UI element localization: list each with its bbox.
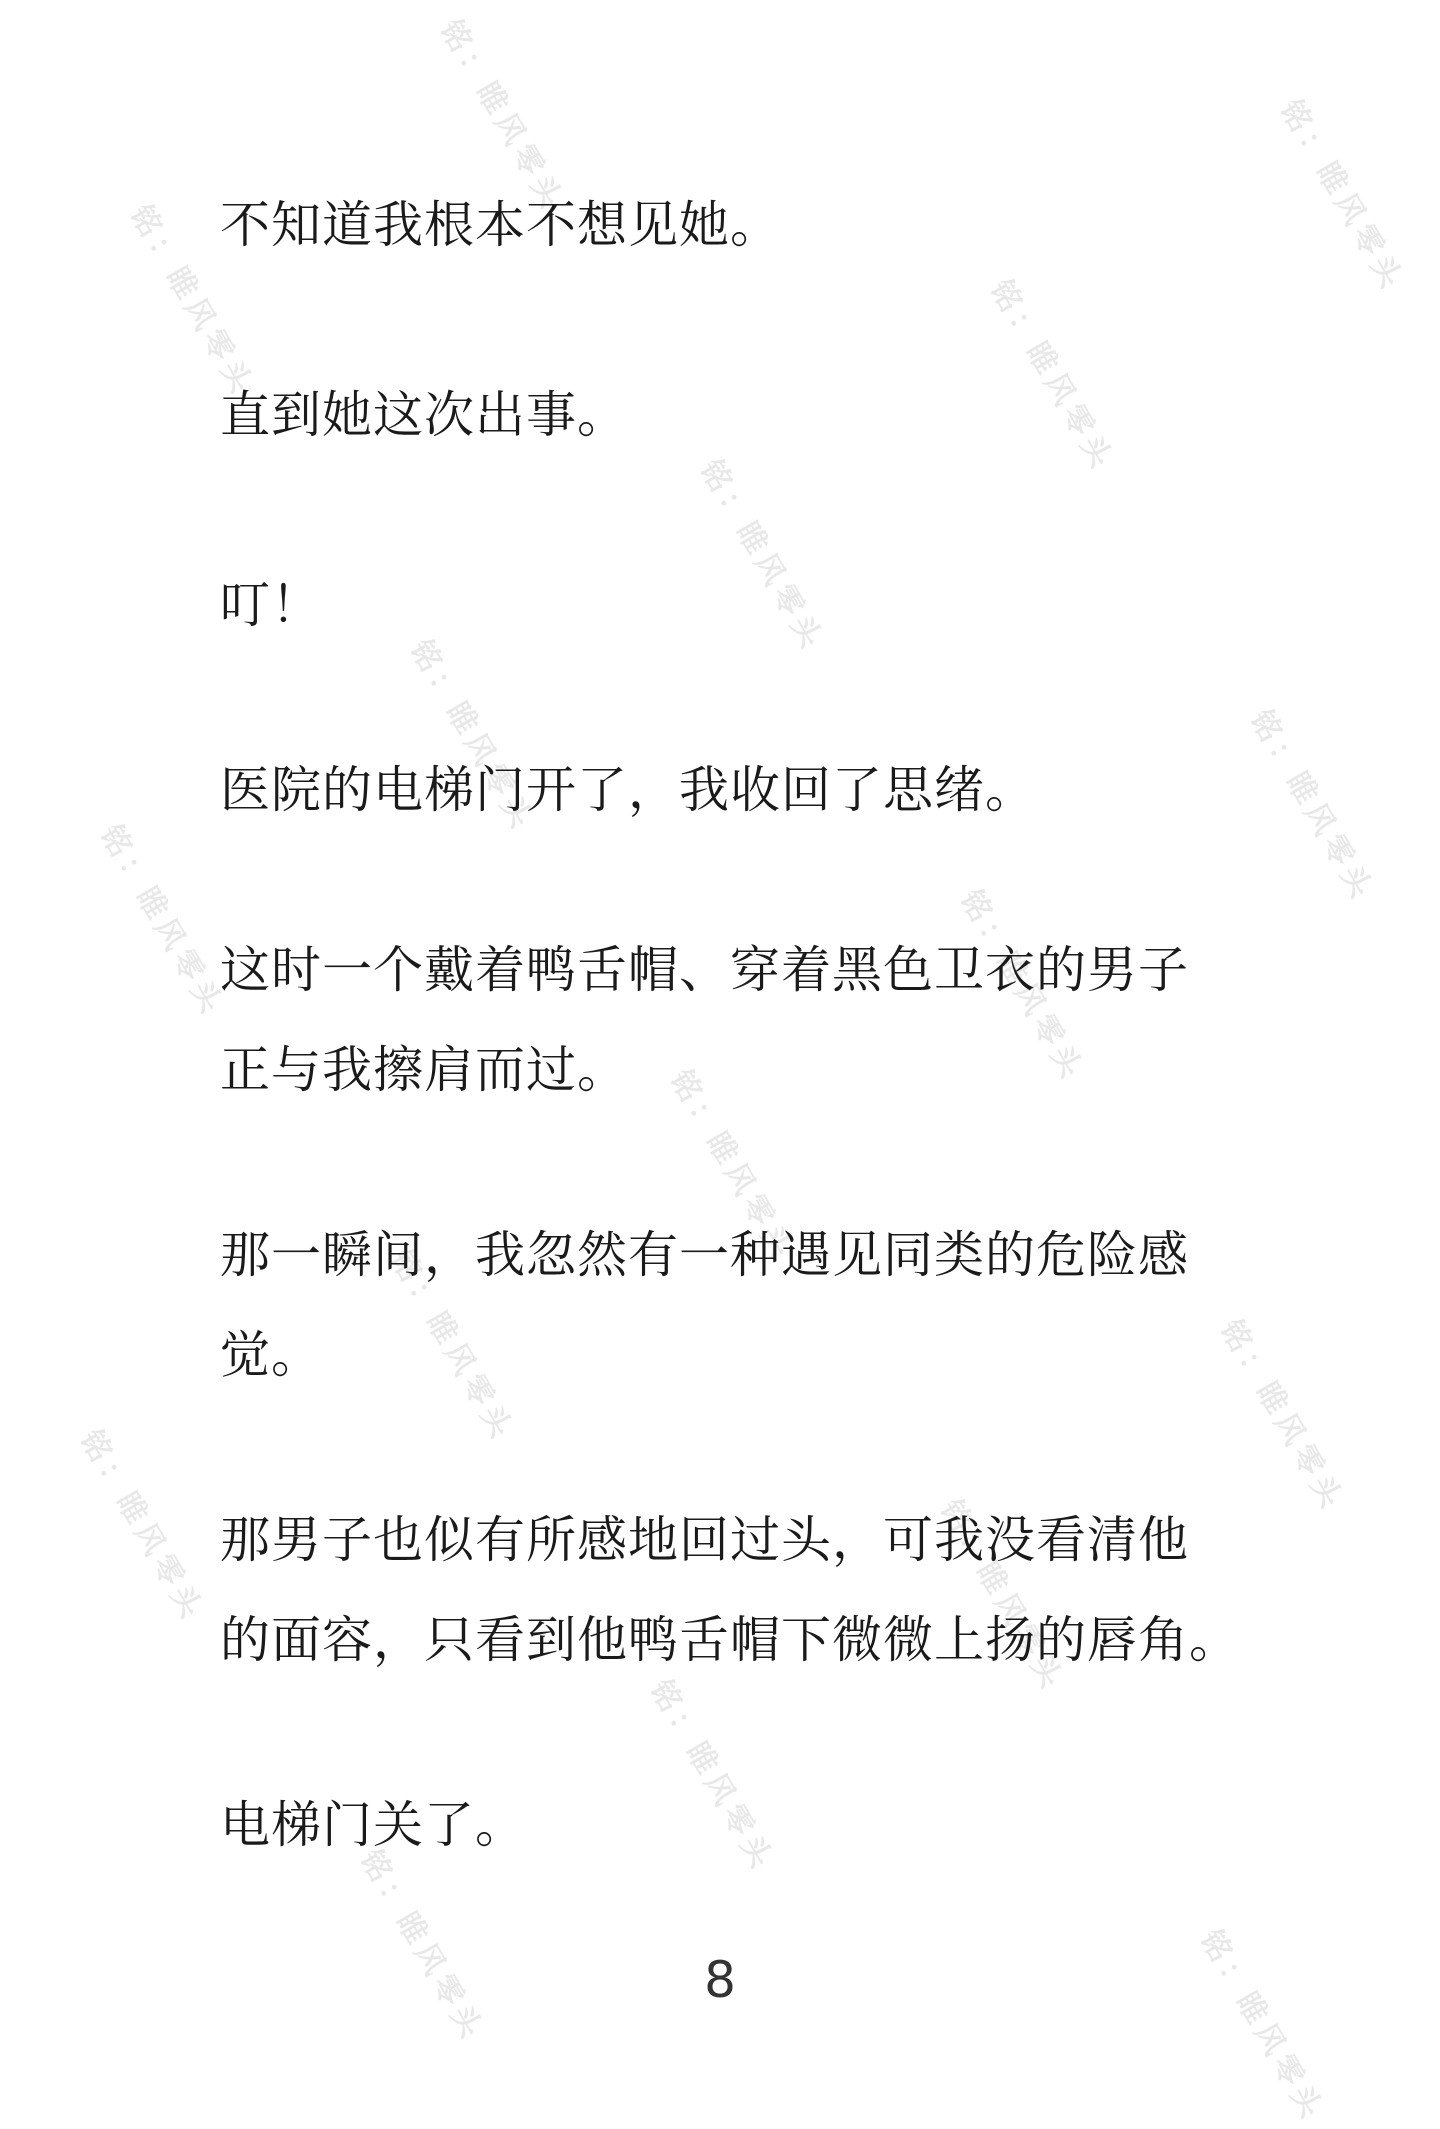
paragraph: 电梯门关了。 [220,1796,526,1854]
watermark: 铭：睢风零头 [662,1064,802,1269]
watermark: 铭：睢风零头 [692,454,832,659]
watermark: 铭：睢风零头 [122,199,262,404]
watermark: 铭：睢风零头 [72,1424,212,1629]
watermark: 铭：睢风零头 [432,14,572,219]
watermark: 铭：睢风零头 [1242,704,1382,909]
paragraph: 叮！ [220,576,322,634]
watermark: 铭：睢风零头 [352,1844,492,2049]
paragraph: 医院的电梯门开了，我收回了思绪。 [220,761,1036,819]
paragraph: 直到她这次出事。 [220,386,628,444]
watermark: 铭：睢风零头 [932,1494,1072,1699]
paragraph: 那男子也似有所感地回过头，可我没看清他 的面容，只看到他鸭舌帽下微微上扬的唇角。 [220,1511,1240,1669]
paragraph: 那一瞬间，我忽然有一种遇见同类的危险感 觉。 [220,1226,1189,1384]
paragraph: 不知道我根本不想见她。 [220,196,781,254]
watermark: 铭：睢风零头 [952,884,1092,1089]
watermark: 铭：睢风零头 [382,1244,522,1449]
watermark: 铭：睢风零头 [642,1674,782,1879]
watermark: 铭：睢风零头 [1272,94,1412,299]
watermark: 铭：睢风零头 [1212,1314,1352,1519]
watermark: 铭：睢风零头 [1192,1924,1332,2129]
watermark: 铭：睢风零头 [402,634,542,839]
watermark: 铭：睢风零头 [982,274,1122,479]
watermark: 铭：睢风零头 [92,819,232,1024]
page-number: 8 [704,1951,736,2009]
paragraph: 这时一个戴着鸭舌帽、穿着黑色卫衣的男子 正与我擦肩而过。 [220,941,1189,1099]
